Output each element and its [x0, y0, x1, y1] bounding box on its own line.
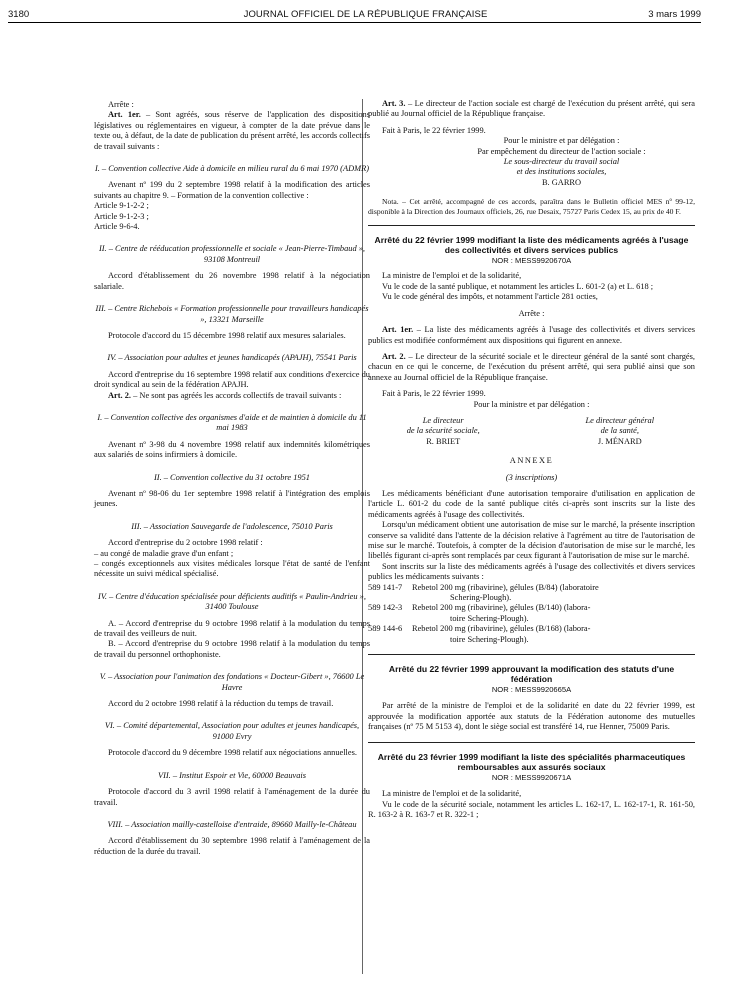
nor-reference: NOR : MESS9920665A [491, 685, 572, 695]
paragraph: Accord d'entreprise du 2 octobre 1998 relatif : [108, 538, 263, 548]
article-1-text: – Sont agréés, sous réserve de l'application des dispositions législatives ou réglementaires en vigueur, à compter de la date prévue dans le texte ou, à défaut, de la date de publication du présent arrêté, les accords collectifs de travail suivants : [94, 110, 371, 151]
signature-line: de la sécurité sociale, [406, 426, 480, 436]
nota: Nota. – Cet arrêté, accompagné de ces accords, paraîtra dans le Bulletin officiel MES nº 99-12, disponible à la Direction des Journaux officiels, 26, rue Desaix, 75727 Paris Cedex 15, au prix de 40 F. [368, 197, 695, 216]
list-item [368, 624, 695, 645]
medication-label: Rebetol 200 mg (ribavirine), gélules (B/84) (laboratoire [412, 582, 599, 592]
medication-label-cont: toire Schering-Plough). [450, 634, 529, 644]
article-3 [368, 99, 695, 120]
paragraph: Protocole d'accord du 9 décembre 1998 relatif aux négociations annuelles. [108, 748, 357, 758]
section-title: II. – Convention collective du 31 octobre 1951 [154, 472, 310, 482]
paragraph: Accord du 2 octobre 1998 relatif à la réduction du temps de travail. [108, 699, 334, 709]
paragraph: La ministre de l'emploi et de la solidarité, [382, 271, 522, 281]
arrete-heading: Arrête : [518, 308, 545, 318]
article-2 [94, 391, 370, 401]
page-header [0, 5, 731, 25]
medication-label: Rebetol 200 mg (ribavirine), gélules (B/140) (labora- [412, 603, 591, 613]
article-3-label: Art. 3. [382, 99, 406, 108]
signatory-name: B. GARRO [541, 177, 582, 187]
article-3-text: – Le directeur de l'action sociale est chargé de l'exécution du présent arrêté, qui sera publié au Journal officiel de la République française. [368, 99, 695, 119]
section-divider [368, 742, 695, 743]
signature-left [368, 416, 518, 447]
article-2 [368, 352, 695, 383]
article-1 [368, 325, 695, 346]
signature-line: de la santé, [600, 426, 639, 436]
paragraph: B. – Accord d'entreprise du 9 octobre 1998 relatif à la modulation du temps de travail du personnel orthophoniste. [94, 639, 370, 659]
signature-line: Pour la ministre et par délégation : [473, 399, 590, 409]
signature-line: Pour le ministre et par délégation : [503, 136, 620, 146]
issue-date: 3 mars 1999 [648, 9, 701, 20]
section-divider [368, 225, 695, 226]
section-title: I. – Convention collective Aide à domicile en milieu rural du 6 mai 1970 (ADMR) [94, 164, 370, 174]
left-column [94, 100, 370, 857]
paragraph: Accord d'établissement du 30 septembre 1998 relatif à l'aménagement de la réduction de la durée du travail. [94, 836, 370, 856]
arrete-heading: Arrête : [108, 100, 134, 109]
section-title: III. – Association Sauvegarde de l'adolescence, 75010 Paris [131, 521, 333, 531]
signature-right [545, 416, 695, 447]
article-2-text: – Ne sont pas agréés les accords collectifs de travail suivants : [131, 390, 342, 400]
list-item: – au congé de maladie grave d'un enfant ; [94, 548, 234, 558]
article-2-label: Art. 2. [382, 351, 406, 361]
paragraph: Avenant nº 98-06 du 1er septembre 1998 relatif à l'intégration des emplois jeunes. [94, 488, 370, 509]
decree-title: Arrêté du 22 février 1999 modifiant la liste des médicaments agréés à l'usage des collectivités et divers services publics [374, 235, 689, 256]
paragraph: Vu le code de la sécurité sociale, notamment les articles L. 162-17, L. 162-17-1, R. 161-50, R. 163-2 à R. 163-7 et R. 322-1 ; [368, 799, 695, 819]
paragraph: Lorsqu'un médicament obtient une autorisation de mise sur le marché, la présente inscription conserve sa validité dans l'attente de la décision relative à l'agrément au titre de l'autorisation de mise sur le marché. Toutefois, à compter de la décision d'autorisation de mise sur le marché, les libellés figurant ci-après sont remplacés par ceux figurant à l'autorisation de mise sur le marché. [368, 520, 695, 561]
signature-line: Par empêchement du directeur de l'action sociale : [477, 146, 646, 156]
section-title: IV. – Centre d'éducation spécialisée pour déficients auditifs « Paulin-Andrieu », 31400 Toulouse [98, 591, 366, 612]
article-1-text: – La liste des médicaments agréés à l'usage des collectivités et divers services publics est modifiée conformément aux dispositions qui figurent en annexe. [368, 325, 696, 345]
paragraph: Vu le code général des impôts, et notamment l'article 281 octies, [382, 292, 598, 302]
section-divider [368, 654, 695, 655]
annex-subtitle: (3 inscriptions) [505, 472, 558, 482]
section-title: II. – Centre de rééducation professionnelle et sociale « Jean-Pierre-Timbaud », 93108 Montreuil [98, 244, 366, 264]
right-column [368, 99, 695, 820]
section-title: IV. – Association pour adultes et jeunes handicapés (APAJH), 75541 Paris [107, 353, 357, 363]
paragraph: Accord d'entreprise du 16 septembre 1998 relatif aux conditions d'exercice du droit syndical au sein de la fédération APAJH. [94, 369, 370, 390]
annex-title: ANNEXE [509, 456, 554, 466]
signature-line: et des institutions sociales, [516, 167, 607, 177]
paragraph: Accord d'établissement du 26 novembre 1998 relatif à la négociation salariale. [94, 271, 370, 291]
paragraph: Protocole d'accord du 15 décembre 1998 relatif aux mesures salariales. [108, 330, 346, 340]
signature-date: Fait à Paris, le 22 février 1999. [382, 389, 486, 399]
medication-code: 589 142-3 [368, 603, 403, 613]
section-title: VIII. – Association mailly-castelloise d'entraide, 89660 Mailly-le-Château [107, 819, 357, 829]
nor-reference: NOR : MESS9920670A [491, 256, 572, 266]
medication-code: 589 144-6 [368, 624, 403, 634]
article-1-label: Art. 1er. [382, 325, 414, 335]
medication-label: Rebetol 200 mg (ribavirine), gélules (B/168) (labora- [412, 624, 591, 634]
article-1-label: Art. 1er. [108, 110, 141, 120]
article-ref: Article 9-6-4. [94, 222, 140, 232]
signature-block [368, 416, 695, 447]
signatory-name: J. MÉNARD [597, 436, 642, 446]
section-title: V. – Association pour l'animation des fondations « Docteur-Gibert », 76600 Le Havre [99, 672, 365, 692]
list-item [368, 583, 695, 604]
signatory-name: R. BRIET [426, 436, 461, 446]
signature-line: Le directeur [422, 415, 464, 425]
list-item: – congés exceptionnels aux visites médicales lorsque l'état de santé de l'enfant nécessite un suivi médical spécialisé. [94, 559, 370, 579]
paragraph: Protocole d'accord du 3 avril 1998 relatif à l'aménagement de la durée du travail. [94, 787, 370, 807]
header-rule [8, 22, 701, 23]
article-1 [94, 110, 370, 152]
paragraph: Les médicaments bénéficiant d'une autorisation temporaire d'utilisation en application de l'article L. 601-2 du code de la santé publique cités ci-après sont inscrits sur la liste des médicaments agréés à l'usage des collectivités. [368, 488, 695, 519]
medication-list [368, 583, 695, 645]
decree-title: Arrêté du 22 février 1999 approuvant la modification des statuts d'une fédération [388, 664, 675, 685]
nor-reference: NOR : MESS9920671A [491, 772, 572, 782]
page-number: 3180 [8, 9, 30, 20]
paragraph: Avenant nº 199 du 2 septembre 1998 relatif à la modification des articles suivants au chapitre 9. – Formation de la convention collective : [94, 180, 370, 200]
section-title: I. – Convention collective des organismes d'aide et de maintien à domicile du 11 mai 1983 [97, 412, 367, 433]
journal-title: JOURNAL OFFICIEL DE LA RÉPUBLIQUE FRANÇAISE [243, 9, 488, 20]
article-ref: Article 9-1-2-3 ; [94, 211, 149, 221]
paragraph: Avenant nº 3-98 du 4 novembre 1998 relatif aux indemnités kilométriques aux salariés de soins infirmiers à domicile. [94, 439, 370, 460]
decree-title: Arrêté du 23 février 1999 modifiant la liste des spécialités pharmaceutiques remboursables aux assurés sociaux [377, 751, 686, 772]
paragraph: A. – Accord d'entreprise du 9 octobre 1998 relatif à la modulation du temps de travail des veilleurs de nuit. [94, 618, 370, 639]
paragraph: Vu le code de la santé publique, et notamment les articles L. 601-2 (a) et L. 618 ; [382, 281, 654, 291]
article-ref: Article 9-1-2-2 ; [94, 201, 149, 211]
signature-line: Le sous-directeur du travail social [503, 157, 620, 167]
medication-label-cont: toire Schering-Plough). [450, 613, 529, 623]
paragraph: Par arrêté de la ministre de l'emploi et de la solidarité en date du 22 février 1999, est approuvée la modification apportée aux statuts de la Fédération autonome des mutuelles françaises (nº 75 M 5153 4), dont le siège social est transféré 14, rue Henner, 75009 Paris. [368, 701, 695, 732]
signature-line: Le directeur général [585, 415, 655, 425]
signature-date: Fait à Paris, le 22 février 1999. [382, 125, 486, 135]
article-2-label: Art. 2. [108, 390, 132, 400]
medication-code: 589 141-7 [368, 582, 403, 592]
medication-label-cont: Schering-Plough). [450, 593, 512, 603]
section-title: VI. – Comité départemental, Association pour adultes et jeunes handicapés, 91000 Evry [104, 721, 360, 741]
article-2-text: – Le directeur de la sécurité sociale et le directeur général de la santé sont chargés, chacun en ce qui le concerne, de l'exécution du présent arrêté, qui sera publié ainsi que son annexe au Journal officiel de la République française. [368, 351, 695, 382]
section-title: III. – Centre Richebois « Formation professionnelle pour travailleurs handicapés », 13321 Marseille [95, 304, 369, 324]
paragraph: La ministre de l'emploi et de la solidarité, [382, 789, 522, 799]
section-title: VII. – Institut Espoir et Vie, 60000 Beauvais [157, 770, 306, 780]
list-item [368, 603, 695, 624]
paragraph: Sont inscrits sur la liste des médicaments agréés à l'usage des collectivités et divers services publics les médicaments suivants : [368, 561, 695, 582]
